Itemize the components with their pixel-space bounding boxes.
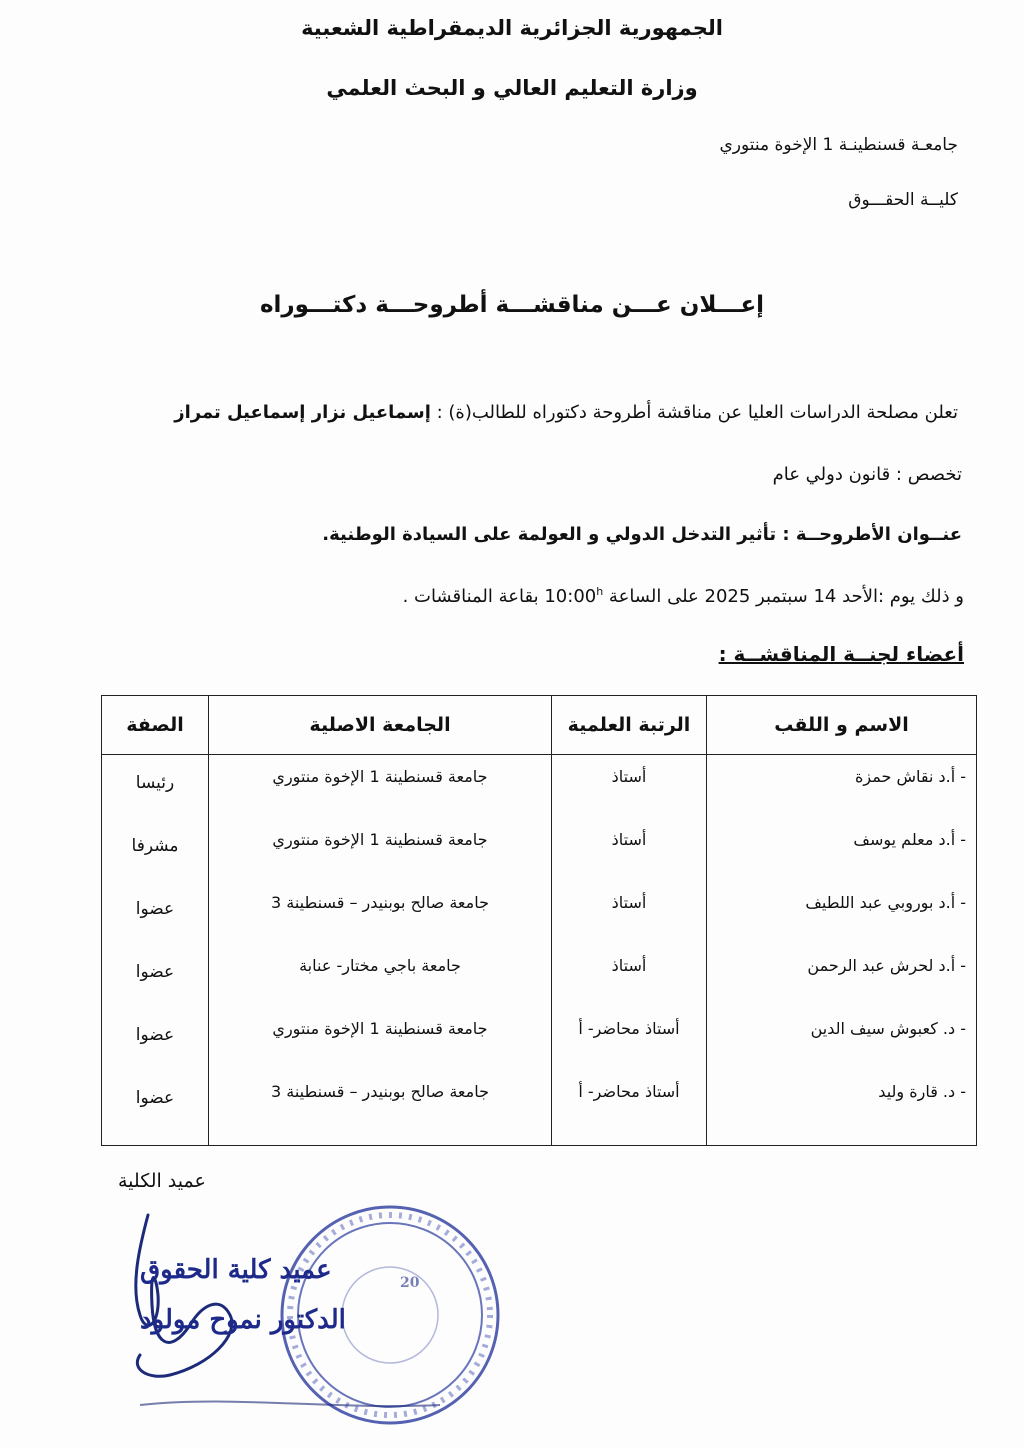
table-row [102,887,977,950]
ministry-header: وزارة التعليم العالي و البحث العلمي [326,76,698,100]
member-university: جامعة صالح بوبنيدر – قسنطينة 3 [209,1076,552,1146]
member-rank: أستاذ [552,755,707,825]
member-role-cell [102,950,209,1013]
member-university: جامعة قسنطينة 1 الإخوة منتوري [209,1013,552,1076]
intro-text: تعلن مصلحة الدراسات العليا عن مناقشة أطروحة دكتوراه للطالب(ة) : [430,402,958,423]
committee-header-row [102,696,977,755]
thesis-title-line: عنــوان الأطروحــة : تأثير التدخل الدولي و العولمة على السيادة الوطنية. [322,524,962,545]
stamp-number: 20 [400,1275,420,1291]
member-university: جامعة قسنطينة 1 الإخوة منتوري [209,824,552,887]
signature-underline [140,1401,440,1406]
member-name: - د. كعبوش سيف الدين [707,1013,977,1076]
schedule-time [544,586,603,607]
dean-label: عميد الكلية [118,1170,206,1192]
member-role: عضوا [135,962,175,982]
stamp-name: الدكتور نموح مولود [140,1305,346,1335]
column-header-university: الجامعة الاصلية [209,696,552,755]
member-rank: أستاذ محاضر- أ [552,1013,707,1076]
column-header-name: الاسم و اللقب [707,696,977,755]
member-name: - د. قارة وليد [707,1076,977,1146]
specialty-line: تخصص : قانون دولي عام [772,464,962,485]
table-row [102,1013,977,1076]
member-name: - أ.د لحرش عبد الرحمن [707,950,977,1013]
republic-header: الجمهورية الجزائرية الديمقراطية الشعبية [301,16,723,40]
university-name: جامعـة قسنطينـة 1 الإخوة منتوري [719,135,958,155]
member-role-cell [102,1076,209,1146]
committee-table [101,695,977,1146]
member-university: جامعة صالح بوبنيدر – قسنطينة 3 [209,887,552,950]
committee-heading: أعضاء لجنــة المناقشــة : [718,642,964,666]
schedule-time-value: 10:00 [544,586,597,607]
member-role-cell [102,1013,209,1076]
handwritten-signature [136,1215,232,1376]
member-rank: أستاذ محاضر- أ [552,1076,707,1146]
member-role-cell [102,755,209,825]
announcement-title: إعـــلان عـــن مناقشـــة أطروحـــة دكتـــوراه [259,292,765,318]
member-university: جامعة باجي مختار- عنابة [209,950,552,1013]
table-row [102,950,977,1013]
member-role-cell [102,887,209,950]
column-header-role: الصفة [102,696,209,755]
schedule-place: بقاعة المناقشات . [402,586,545,607]
student-name: إسماعيل نزار إسماعيل تمراز [174,402,431,423]
schedule-time-suffix: h [596,585,604,598]
member-rank: أستاذ [552,950,707,1013]
signature-stamp-block [110,1205,510,1445]
member-role: عضوا [135,1025,175,1045]
member-role-cell [102,824,209,887]
member-name: - أ.د نقاش حمزة [707,755,977,825]
member-rank: أستاذ [552,824,707,887]
member-role: عضوا [135,899,175,919]
member-rank: أستاذ [552,887,707,950]
schedule-date: و ذلك يوم :الأحد 14 سبتمبر 2025 على الساعة [603,586,964,607]
column-header-rank: الرتبة العلمية [552,696,707,755]
table-row [102,1076,977,1146]
member-university: جامعة قسنطينة 1 الإخوة منتوري [209,755,552,825]
table-row [102,755,977,825]
member-name: - أ.د معلم يوسف [707,824,977,887]
table-row [102,824,977,887]
stamp-title: عميد كلية الحقوق [140,1255,332,1285]
schedule-line [403,585,964,607]
member-role: رئيسا [135,773,175,793]
faculty-name: كليــة الحقـــوق [848,190,958,210]
member-name: - أ.د بوروبي عبد اللطيف [707,887,977,950]
member-role: عضوا [135,1088,175,1108]
intro-paragraph [174,402,958,423]
member-role: مشرفا [131,836,179,856]
